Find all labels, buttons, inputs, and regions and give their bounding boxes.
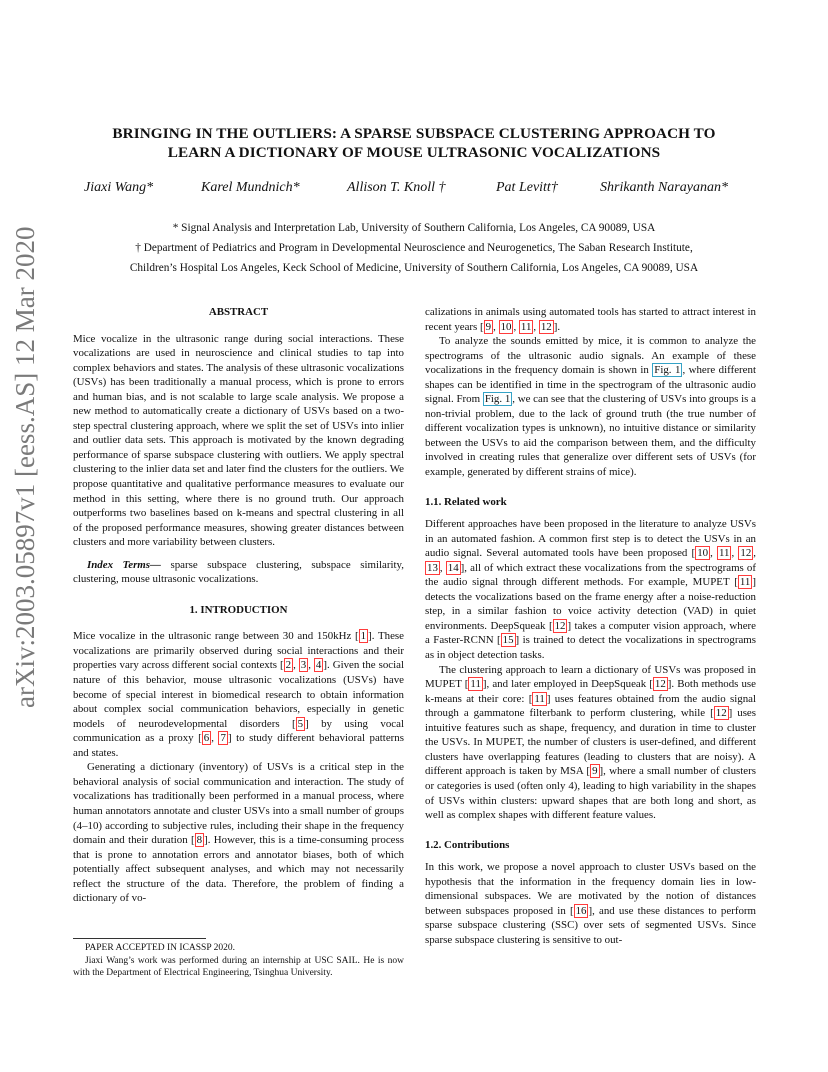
- index-terms-label: Index Terms—: [87, 558, 161, 571]
- affiliations: [60, 218, 768, 278]
- citation-11e[interactable]: 11: [534, 692, 545, 705]
- citation-12c[interactable]: 12: [554, 619, 566, 632]
- citation-12d[interactable]: 12: [654, 678, 666, 691]
- citation-8[interactable]: 8: [196, 834, 203, 847]
- citation-3[interactable]: 3: [300, 659, 307, 672]
- citation-5[interactable]: 5: [297, 717, 304, 730]
- citation-12[interactable]: 12: [540, 320, 552, 333]
- author-3: Allison T. Knoll †: [347, 180, 446, 195]
- citation-1[interactable]: 1: [360, 630, 367, 643]
- footnote-2: Jiaxi Wang’s work was performed during an internship at USC SAIL. He is now with the Department of Electrical Engineering, Tsinghua University.: [73, 955, 404, 978]
- citation-2[interactable]: 2: [285, 659, 292, 672]
- contributions-heading: 1.2. Contributions: [425, 838, 510, 851]
- related-work-heading: 1.1. Related work: [425, 495, 507, 508]
- figure-1-link[interactable]: Fig. 1: [654, 364, 681, 377]
- footnote-1: PAPER ACCEPTED IN ICASSP 2020.: [85, 943, 236, 953]
- citation-16[interactable]: 16: [575, 904, 587, 917]
- author-5: Shrikanth Narayanan*: [600, 180, 728, 195]
- affiliation-1: * Signal Analysis and Interpretation Lab, University of Southern California, Los Angeles, CA 90089, USA: [172, 222, 656, 234]
- citation-9b[interactable]: 9: [592, 765, 598, 778]
- figure-1-link-2[interactable]: Fig. 1: [484, 393, 511, 406]
- intro-paragraph-2: Generating a dictionary (inventory) of USVs is a critical step in the behavioral analysis of social communication and interaction. The study of vocalizations has traditionally been performed in a manual process, where human annotators annotate and cluster USVs into a small number of groups (4–10) according to subjective rules, including their shape in the frequency domain and their duration [ 8 ]. However, this is a time-consuming process that is prone to annotation errors and annotator biases, both of which potentially affect subsequent analyses, and which may not necessarily reflect the structure of the data. Therefore, the problem of finding a dictionary of vo-: [73, 761, 404, 905]
- intro-paragraph-1: Mice vocalize in the ultrasonic range between 30 and 150kHz [ 1 ]. These vocalizations are primarily observed during social interactions and their properties vary across different social contexts [ 2 , 3 , 4 ]. Given the social nature of this behavior, mouse ultrasonic vocalizations (USVs) have become of special interest in biomedical research to obtain information about complex social communication behaviors, especially in genetic models of neurodevelopmental disorders [ 5 ] by using vocal communication as a proxy [ 6 , 7 ] to study different behavioral patterns and states.: [73, 630, 404, 759]
- right-column: [425, 305, 756, 947]
- citation-13[interactable]: 13: [427, 561, 438, 574]
- arxiv-identifier: arXiv:2003.05897v1 [eess.AS] 12 Mar 2020: [10, 226, 40, 708]
- citation-11d[interactable]: 11: [470, 678, 481, 691]
- left-column: [73, 305, 404, 906]
- citation-7[interactable]: 7: [220, 732, 226, 745]
- footnote-rule: [73, 938, 206, 939]
- related-paragraph-1: Different approaches have been proposed in the literature to analyze USVs in an automated fashion. A common first step is to detect the USVs in an audio signal. Several automated tools have been proposed [ 10 , 11 , 12 , 13 , 14 ], all of which extract these vocalizations from the spectrograms of the audio signal through different methods. For example, MUPET [ 11 ] detects the vocalizations based on the frame energy after a noise-reduction step, in a similar fashion to voice activity detection (VAD) in quiet environments. DeepSqueak [ 12 ] takes a computer vision approach, where a Faster-RCNN [ 15 ] is trained to detect the vocalizations in spectrograms as in object detection tasks.: [425, 518, 757, 662]
- citation-10[interactable]: 10: [500, 320, 512, 333]
- citation-11c[interactable]: 11: [739, 576, 751, 589]
- title-line-2: LEARN A DICTIONARY OF MOUSE ULTRASONIC VOCALIZATIONS: [167, 144, 661, 161]
- citation-9[interactable]: 9: [485, 320, 492, 333]
- abstract-heading: ABSTRACT: [208, 306, 269, 318]
- contributions-paragraph: In this work, we propose a novel approach to cluster USVs based on the hypothesis that the information in the frequency domain lies in low-dimensional subspaces. We are motivated by the notion of distances between subspaces proposed in [ 16 ], and use these distances to perform sparse subspace clustering (SSC) over sets of segmented USVs. Since sparse subspace clustering is sensitive to out-: [425, 861, 757, 946]
- citation-14[interactable]: 14: [447, 561, 459, 574]
- author-4: Pat Levitt†: [496, 180, 558, 195]
- title-line-1: BRINGING IN THE OUTLIERS: A SPARSE SUBSPACE CLUSTERING APPROACH TO: [112, 125, 716, 142]
- citation-4[interactable]: 4: [315, 659, 322, 672]
- citation-12b[interactable]: 12: [740, 547, 752, 560]
- intro-paragraph-3: To analyze the sounds emitted by mice, it is common to analyze the spectrograms of the ultrasonic audio signals. An example of these vocalizations in the frequency domain is shown in Fig. 1 , where different shapes can be identified in time in the spectrogram of the ultrasonic audio signal. From Fig. 1 , we can see that the clustering of USVs into groups is a non-trivial problem, due to the lack of ground truth (the true number of different vocalization types is unknown), no intuitive distance or similarity between the USVs to aid the comparison between them, and the difficulty involved in creating rules that generalize over different sets of USVs (for example, generated by different strains of mice).: [425, 335, 756, 479]
- author-1: Jiaxi Wang*: [84, 180, 154, 195]
- citation-11[interactable]: 11: [520, 320, 532, 333]
- index-terms: [73, 558, 404, 587]
- citation-12e[interactable]: 12: [715, 707, 727, 720]
- citation-6[interactable]: 6: [203, 732, 210, 745]
- author-list: [70, 180, 760, 200]
- citation-11b[interactable]: 11: [718, 547, 730, 560]
- intro-heading: 1. INTRODUCTION: [189, 603, 288, 616]
- abstract-text: Mice vocalize in the ultrasonic range during social interactions. These vocalizations are used in neuroscience and clinical studies to tap into complex behaviors and states. The analysis of these ultrasonic vocalizations (USVs) has been traditionally a manual process, which is prone to errors and human bias, and is not scalable to large scale analysis. We propose a new method to automatically create a dictionary of USVs based on a two-step spectral clustering approach, where we split the set of USVs into inlier and outlier data sets. This approach is motivated by the known degrading performance of sparse subspace clustering with outliers. We apply spectral clustering to the inlier data set and later find the clusters for the outliers. We propose quantitative and qualitative performance measures to evaluate our method in this setting, where there is no ground truth. Our approach outperforms two baselines based on k-means and spectral clustering in all of the proposed performance measures, showing greater distances between clusters and more variability between clusters.: [73, 332, 404, 549]
- related-paragraph-2: The clustering approach to learn a dictionary of USVs was proposed in MUPET [ 11 ], and later employed in DeepSqueak [ 12 ]. Both methods use k-means at their core: [ 11 ] uses features obtained from the audio signal through a gammatone filterbank to perform clustering, while [ 12 ] uses intuitive features such as shape, frequency, and duration in time to cluster the USVs. In MUPET, the number of clusters is user-defined, and different clusters have overlapping features (leading to clusters that are noisy). A different approach is taken by MSA [ 9 ], where a small number of clusters or categories is used (often only 4), leading to high variability in the shapes of USVs within clusters: upward shapes that are both long and short, as well as complex shapes with different feature values.: [425, 663, 757, 822]
- footnotes: [73, 942, 404, 980]
- citation-15[interactable]: 15: [502, 634, 514, 647]
- citation-10b[interactable]: 10: [697, 547, 709, 560]
- intro-paragraph-2-continued: calizations in animals using automated tools has started to attract interest in recent years [ 9 , 10 , 11 , 12 ].: [425, 306, 756, 333]
- affiliation-3: Children’s Hospital Los Angeles, Keck School of Medicine, University of Southern California, Los Angeles, CA 90089, USA: [129, 262, 699, 274]
- index-terms-text: sparse subspace clustering, subspace similarity, clustering, mouse ultrasonic vocalizations.: [73, 558, 404, 586]
- paper-title: [80, 124, 748, 162]
- affiliation-2: † Department of Pediatrics and Program in Developmental Neuroscience and Neurogenetics, The Saban Research Institute,: [135, 242, 693, 254]
- author-2: Karel Mundnich*: [201, 180, 300, 195]
